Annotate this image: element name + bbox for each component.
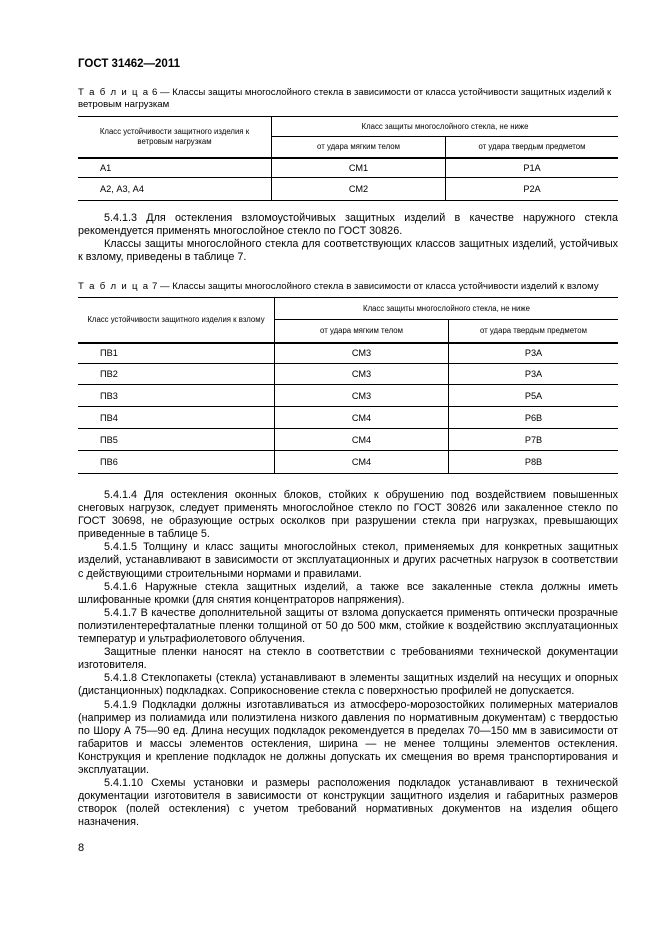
table-cell: СМ4 — [275, 451, 449, 474]
table-cell: ПВ6 — [78, 451, 275, 474]
table6-caption-prefix: Т а б л и ц а — [78, 87, 150, 98]
paragraph: 5.4.1.9 Подкладки должны изготавливаться из атмосферо-морозостойких полимерных материалов (например из полиамида или полиэтилена низкого давления по нормативным документам) с твердостью по Шору А 75—90 ед. Длина несущих подкладок рекомендуется в пределах 70—150 мм в зависимости от габаритов и массы элементов остекления, ширина — не менее толщины элементов остекления. Конструкция и крепление подкладок не должны допускать их смещения во время транспортирования и эксплуатации. — [78, 698, 618, 776]
table-cell: А1 — [78, 158, 272, 178]
table6-col2-header: от удара мягким телом — [272, 137, 446, 158]
paragraph: 5.4.1.6 Наружные стекла защитных изделий, а также все закаленные стекла должны иметь шлифованные кромки (для снятия концентраторов напряжения). — [78, 580, 618, 606]
body-text — [78, 489, 618, 829]
table-row — [78, 343, 618, 364]
table-cell: СМ2 — [272, 178, 446, 201]
table-row — [78, 407, 618, 429]
table-cell: Р5А — [449, 385, 619, 407]
table-cell: Р1А — [446, 158, 619, 178]
table-cell: ПВ4 — [78, 407, 275, 429]
paragraph: 5.4.1.3 Для остекления взломоустойчивых защитных изделий в качестве наружного стекла рекомендуется применять многослойное стекло по ГОСТ 30826. — [78, 212, 618, 238]
table-cell: ПВ5 — [78, 429, 275, 451]
table6-caption-text: 6 — Классы защиты многослойного стекла в зависимости от класса устойчивости защитных изделий к ветровым нагрузкам — [78, 87, 612, 110]
table-row — [78, 178, 618, 201]
table7-caption-text: 7 — Классы защиты многослойного стекла в зависимости от класса устойчивости изделий к взлому — [149, 281, 599, 292]
table-cell: СМ3 — [275, 364, 449, 385]
table-cell: А2, А3, А4 — [78, 178, 272, 201]
table-cell: Р2А — [446, 178, 619, 201]
paragraph: 5.4.1.5 Толщину и класс защиты многослойных стекол, применяемых для конкретных защитных изделий, устанавливают в зависимости от эксплуатационных и других расчетных нагрузок в соответствии с действующими строительными нормами и правилами. — [78, 541, 618, 580]
table-row — [78, 364, 618, 385]
paragraph: 5.4.1.4 Для остекления оконных блоков, стойких к обрушению под воздействием повышенных снеговых нагрузок, следует применять многослойное стекло по ГОСТ 30826 или закаленное стекло по ГОСТ 30698, не образующие острых осколков при разрушении стекла при нагрузках, превышающих приведенные в таблице 5. — [78, 489, 618, 541]
table-row — [78, 451, 618, 474]
table-cell: СМ1 — [272, 158, 446, 178]
table7-col1-header: Класс устойчивости защитного изделия к взлому — [78, 298, 275, 343]
table7-caption — [78, 281, 618, 293]
table-cell: СМ3 — [275, 343, 449, 364]
table6-col1-header: Класс устойчивости защитного изделия к ветровым нагрузкам — [78, 117, 272, 158]
paragraph: Защитные пленки наносят на стекло в соответствии с требованиями технической документации изготовителя. — [78, 646, 618, 672]
table-row — [78, 158, 618, 178]
table6-col3-header: от удара твердым предметом — [446, 137, 619, 158]
table-row — [78, 429, 618, 451]
paragraph: 5.4.1.10 Схемы установки и размеры расположения подкладок устанавливают в технической документации изготовителя в зависимости от конструкции защитного изделия и габаритных размеров створок (полей остекления) с учетом требований нормативных документов на изделия общего назначения. — [78, 777, 618, 829]
table-cell: СМ3 — [275, 385, 449, 407]
table6-group-header: Класс защиты многослойного стекла, не ниже — [272, 117, 619, 137]
document-header: ГОСТ 31462—2011 — [78, 58, 180, 70]
table-cell: ПВ1 — [78, 343, 275, 364]
page-number: 8 — [78, 842, 85, 854]
paragraph: 5.4.1.8 Стеклопакеты (стекла) устанавливают в элементы защитных изделий на несущих и опорных (дистанционных) подкладках. Соприкосновение стекла с поверхностью профилей не допускается. — [78, 672, 618, 698]
table-cell: СМ4 — [275, 429, 449, 451]
table7-group-header: Класс защиты многослойного стекла, не ниже — [275, 298, 619, 320]
table-cell: Р6В — [449, 407, 619, 429]
table6 — [78, 116, 618, 201]
section-5413 — [78, 212, 618, 264]
paragraph: 5.4.1.7 В качестве дополнительной защиты от взлома допускается применять оптически прозрачные полиэтилентерефталатные пленки толщиной от 50 до 500 мкм, стойкие к воздействию эксплуатационных температур и ультрафиолетового облучения. — [78, 606, 618, 646]
table-cell: ПВ3 — [78, 385, 275, 407]
table7-caption-prefix: Т а б л и ц а — [78, 281, 150, 292]
table-cell: ПВ2 — [78, 364, 275, 385]
table6-caption — [78, 87, 618, 110]
table-cell: Р7В — [449, 429, 619, 451]
table7-col3-header: от удара твердым предметом — [449, 320, 619, 343]
paragraph: Классы защиты многослойного стекла для соответствующих классов защитных изделий, устойчивых к взлому, приведены в таблице 7. — [78, 238, 618, 264]
table-cell: Р3А — [449, 364, 619, 385]
table-cell: СМ4 — [275, 407, 449, 429]
table-cell: Р3А — [449, 343, 619, 364]
table-cell: Р8В — [449, 451, 619, 474]
table7-col2-header: от удара мягким телом — [275, 320, 449, 343]
table-row — [78, 385, 618, 407]
table7 — [78, 297, 618, 474]
